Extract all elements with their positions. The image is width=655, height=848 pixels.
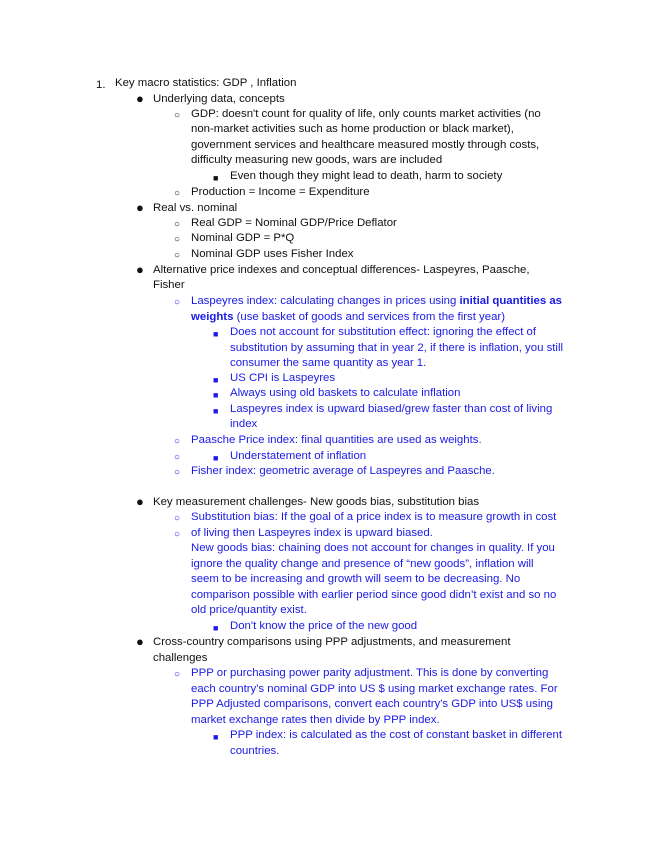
bullet-circle: ○ bbox=[174, 110, 181, 121]
text-line: market exchange rates then divide by PPP index. bbox=[191, 714, 440, 726]
bullet-disc: ● bbox=[136, 494, 144, 509]
text-line: New goods bias: chaining does not account for changes in quality. If you bbox=[191, 542, 555, 554]
text-line: each country's nominal GDP into US $ using market exchange rates. For bbox=[191, 683, 558, 695]
text-line: Always using old baskets to calculate inflation bbox=[230, 387, 461, 399]
text-line: non-market activities such as home production or black market), bbox=[191, 123, 514, 135]
text-line: Nominal GDP = P*Q bbox=[191, 232, 295, 244]
section-title: Fisher bbox=[153, 279, 185, 291]
text-line: Production = Income = Expenditure bbox=[191, 186, 370, 198]
bullet-square: ■ bbox=[213, 390, 219, 400]
bullet-square: ■ bbox=[213, 329, 219, 339]
text-line: GDP: doesn't count for quality of life, only counts market activities (no bbox=[191, 108, 541, 120]
text-line: of living then Laspeyres index is upward biased. bbox=[191, 527, 433, 539]
text-line: Fisher index: geometric average of Laspeyres and Paasche. bbox=[191, 465, 495, 477]
bullet-square: ■ bbox=[213, 623, 219, 633]
section-title: challenges bbox=[153, 652, 208, 664]
text-line: Laspeyres index: calculating changes in prices using initial quantities as bbox=[191, 295, 563, 307]
bullet-square: ■ bbox=[213, 732, 219, 742]
list-number: 1. bbox=[96, 79, 106, 91]
text-line: countries. bbox=[230, 745, 280, 757]
bullet-circle: ○ bbox=[174, 297, 181, 308]
text-line: comparison possible with earlier period since good didn’t exist and so no bbox=[191, 589, 557, 601]
text-line: Nominal GDP uses Fisher Index bbox=[191, 248, 354, 260]
text-line: seem to be increasing and growth will seem to be decreasing. No bbox=[191, 573, 521, 585]
bullet-circle: ○ bbox=[174, 452, 181, 463]
text-line: PPP or purchasing power parity adjustment. This is done by converting bbox=[191, 667, 549, 679]
text-line: government services and healthcare measured mostly through costs, bbox=[191, 139, 540, 151]
text-line: difficulty measuring new goods, wars are included bbox=[191, 154, 443, 166]
text-line: US CPI is Laspeyres bbox=[230, 372, 336, 384]
bullet-disc: ● bbox=[136, 200, 144, 215]
bullet-square: ■ bbox=[213, 453, 219, 463]
text-line: Does not account for substitution effect: ignoring the effect of bbox=[230, 326, 537, 338]
bullet-circle: ○ bbox=[174, 188, 181, 199]
bullet-circle: ○ bbox=[174, 219, 181, 230]
text-line: PPP Adjusted comparisons, convert each country's GDP into US$ using bbox=[191, 698, 554, 710]
text-line: Don't know the price of the new good bbox=[230, 620, 418, 632]
section-title: Cross-country comparisons using PPP adjustments, and measurement bbox=[153, 636, 511, 648]
text-line: Understatement of inflation bbox=[230, 450, 367, 462]
bullet-circle: ○ bbox=[174, 669, 181, 680]
section-title: Alternative price indexes and conceptual differences- Laspeyres, Paasche, bbox=[153, 264, 530, 276]
bullet-disc: ● bbox=[136, 634, 144, 649]
bullet-circle: ○ bbox=[174, 234, 181, 245]
text-line: Real GDP = Nominal GDP/Price Deflator bbox=[191, 217, 397, 229]
bullet-circle: ○ bbox=[174, 467, 181, 478]
text-line: old price/quantity exist. bbox=[191, 604, 307, 616]
text-line: ignore the quality change and presence of “new goods”, inflation will bbox=[191, 558, 534, 570]
text-line: PPP index: is calculated as the cost of constant basket in different bbox=[230, 729, 563, 741]
text-line: weights (use basket of goods and services from the first year) bbox=[191, 311, 506, 323]
section-title: Underlying data, concepts bbox=[153, 93, 285, 105]
text-line: Paasche Price index: final quantities are used as weights. bbox=[191, 434, 482, 446]
text-line: Even though they might lead to death, harm to society bbox=[230, 170, 503, 182]
bullet-disc: ● bbox=[136, 91, 144, 106]
bullet-circle: ○ bbox=[174, 250, 181, 261]
bullet-disc: ● bbox=[136, 262, 144, 277]
bullet-circle: ○ bbox=[174, 436, 181, 447]
bullet-circle: ○ bbox=[174, 513, 181, 524]
outline-heading: Key macro statistics: GDP , Inflation bbox=[115, 77, 297, 89]
text-line: Laspeyres index is upward biased/grew faster than cost of living bbox=[230, 403, 553, 415]
text-line: consumer the same quantity as year 1. bbox=[230, 357, 427, 369]
section-title: Real vs. nominal bbox=[153, 202, 238, 214]
text-line: substitution by assuming that in year 2, if there is inflation, you still bbox=[230, 342, 564, 354]
section-title: Key measurement challenges- New goods bias, substitution bias bbox=[153, 496, 480, 508]
bullet-square: ■ bbox=[213, 406, 219, 416]
bullet-circle: ○ bbox=[174, 529, 181, 540]
bullet-square: ■ bbox=[213, 375, 219, 385]
text-line: Substitution bias: If the goal of a price index is to measure growth in cost bbox=[191, 511, 557, 523]
text-line: index bbox=[230, 418, 258, 430]
bullet-square: ■ bbox=[213, 173, 219, 183]
